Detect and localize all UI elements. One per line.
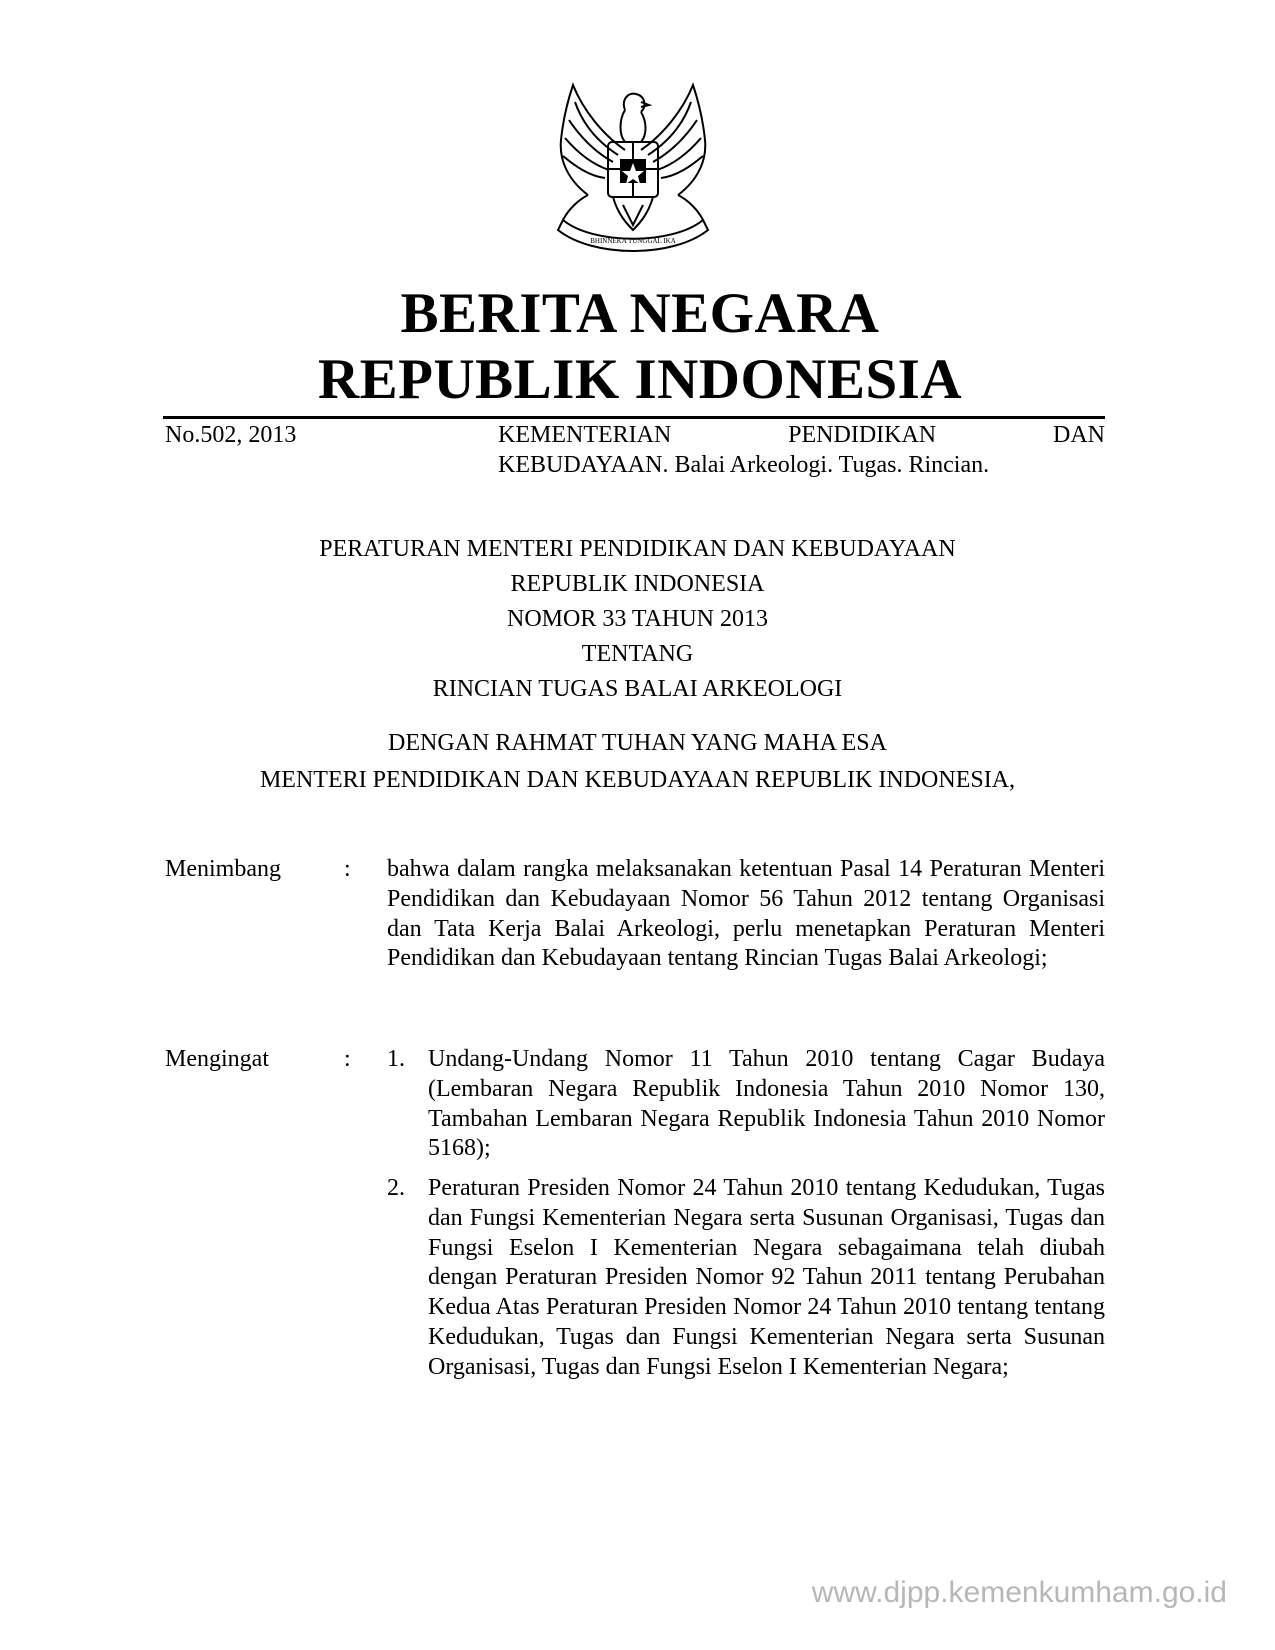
regulation-line: REPUBLIK INDONESIA [510, 571, 765, 597]
mengingat-item-text: Undang-Undang Nomor 11 Tahun 2010 tentang Cagar Budaya (Lembaran Negara Republik Indonesia Tahun 2010 Nomor 130, Tambahan Lembaran Negara Republik Indonesia Tahun 2010 Nomor 5168); [428, 1046, 1105, 1162]
minister-title: MENTERI PENDIDIKAN DAN KEBUDAYAAN REPUBLIK INDONESIA, [259, 767, 1016, 793]
subject-line2: KEBUDAYAAN. Balai Arkeologi. Tugas. Rincian. [498, 452, 990, 478]
gazette-title-line2: REPUBLIK INDONESIA [317, 348, 963, 411]
regulation-line: RINCIAN TUGAS BALAI ARKEOLOGI [432, 676, 843, 702]
mengingat-label: Mengingat [165, 1046, 269, 1072]
mengingat-item-text: Peraturan Presiden Nomor 24 Tahun 2010 tentang Kedudukan, Tugas dan Fungsi Kementerian Negara serta Susunan Organisasi, Tugas dan Fungsi Eselon I Kementerian Negara sebagaimana telah diubah dengan Peraturan Presiden Nomor 92 Tahun 2011 tentang Perubahan Kedua Atas Peraturan Presiden Nomor 24 Tahun 2010 tentang tentang Kedudukan, Tugas dan Fungsi Kementerian Negara serta Susunan Organisasi, Tugas dan Fungsi Eselon I Kementerian Negara; [428, 1175, 1105, 1380]
regulation-line: TENTANG [581, 641, 694, 667]
subject-word: PENDIDIKAN [788, 422, 937, 448]
mengingat-colon: : [344, 1046, 351, 1072]
subject-word: KEMENTERIAN [498, 422, 672, 448]
subject-line1 [498, 420, 1105, 450]
invocation: DENGAN RAHMAT TUHAN YANG MAHA ESA [388, 730, 887, 756]
subject-word: DAN [1052, 422, 1105, 448]
mengingat-item-number: 1. [387, 1046, 405, 1072]
menimbang-text: bahwa dalam rangka melaksanakan ketentuan Pasal 14 Peraturan Menteri Pendidikan dan Kebudayaan Nomor 56 Tahun 2012 tentang Organisasi dan Tata Kerja Balai Arkeologi, perlu menetapkan Peraturan Menteri Pendidikan dan Kebudayaan tentang Rincian Tugas Balai Arkeologi; [387, 856, 1105, 972]
regulation-heading [160, 532, 1115, 707]
menimbang-label: Menimbang [165, 856, 281, 882]
gazette-title-line1: BERITA NEGARA [400, 282, 880, 345]
regulation-line: NOMOR 33 TAHUN 2013 [507, 606, 768, 632]
menimbang-colon: : [344, 856, 351, 882]
header-divider [163, 416, 1105, 419]
preamble [160, 725, 1115, 799]
svg-text:BHINNEKA TUNGGAL IKA: BHINNEKA TUNGGAL IKA [590, 237, 676, 245]
gazette-number: No.502, 2013 [165, 422, 297, 448]
mengingat-item-number: 2. [387, 1175, 405, 1201]
gazette-subject [498, 420, 1105, 480]
garuda-emblem-icon [533, 80, 733, 260]
regulation-line: PERATURAN MENTERI PENDIDIKAN DAN KEBUDAYAAN [319, 536, 956, 562]
website-watermark: www.djpp.kemenkumham.go.id [811, 1576, 1227, 1609]
